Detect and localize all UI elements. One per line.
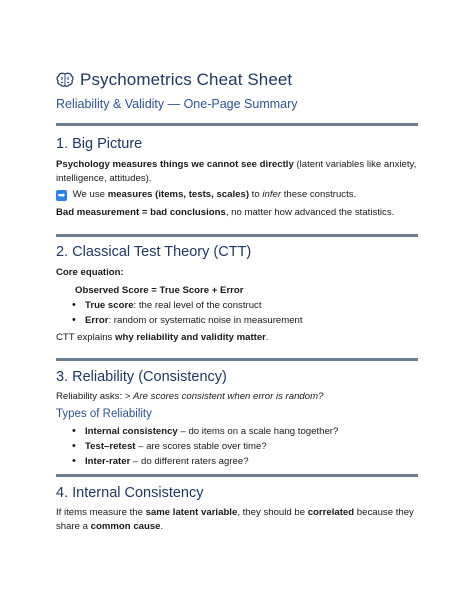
list-item — [72, 298, 412, 313]
bold-text: common cause — [90, 521, 161, 532]
text: CTT explains — [56, 332, 116, 343]
ctt-explanation — [56, 331, 418, 345]
section-heading-internal-consistency: 4. Internal Consistency — [56, 485, 204, 501]
text: . — [160, 521, 164, 532]
section-heading-big-picture: 1. Big Picture — [56, 136, 143, 152]
bold-text: True score — [85, 300, 134, 311]
text: to — [249, 189, 263, 200]
text: these constructs. — [281, 189, 357, 200]
bold-text: Inter-rater — [85, 456, 131, 467]
title-row — [56, 70, 292, 90]
list-item — [72, 313, 412, 328]
section-heading-ctt: 2. Classical Test Theory (CTT) — [56, 244, 252, 260]
text: If items measure the — [56, 507, 146, 518]
bold-text: Error — [85, 315, 109, 326]
bold-text: Psychology measures things we cannot see directly — [56, 159, 294, 170]
text: – are scores stable over time? — [135, 441, 267, 452]
bold-text: Bad measurement = bad conclusions — [56, 207, 226, 218]
text: , no matter how advanced the statistics. — [225, 207, 395, 218]
core-equation: Observed Score = True Score + Error — [75, 285, 244, 296]
bold-text: same latent variable — [145, 507, 238, 518]
text: We use — [70, 189, 108, 200]
core-equation-label: Core equation: — [56, 267, 124, 278]
big-picture-paragraph-2 — [56, 188, 418, 202]
bold-text: Test–retest — [85, 441, 136, 452]
bold-text: correlated — [307, 507, 355, 518]
text: – do different raters agree? — [130, 456, 249, 467]
italic-text: Are scores consistent when error is random? — [133, 391, 324, 402]
list-item — [72, 424, 412, 439]
text: : the real level of the construct — [133, 300, 262, 311]
section-divider — [56, 474, 418, 477]
text: because they share a — [56, 507, 414, 532]
text: Reliability asks: > — [56, 391, 134, 402]
section-divider — [56, 234, 418, 237]
section-divider — [56, 358, 418, 361]
reliability-question — [56, 390, 418, 404]
text: , they should be — [237, 507, 308, 518]
text: (latent variables like anxiety, intelligence, attitudes). — [56, 159, 417, 184]
list-item — [72, 439, 412, 454]
bold-text: measures (items, tests, scales) — [107, 189, 250, 200]
bold-text: Internal consistency — [85, 426, 178, 437]
internal-consistency-paragraph — [56, 506, 418, 534]
text: – do items on a scale hang together? — [177, 426, 339, 437]
section-divider — [56, 123, 418, 126]
section-heading-reliability: 3. Reliability (Consistency) — [56, 369, 227, 385]
types-of-reliability-heading: Types of Reliability — [56, 408, 152, 420]
big-picture-paragraph-3 — [56, 206, 418, 220]
reliability-types-list — [72, 424, 412, 469]
bold-text: why reliability and validity matter — [115, 332, 266, 343]
brain-icon — [56, 72, 74, 88]
text: : random or systematic noise in measurement — [108, 315, 303, 326]
list-item — [72, 454, 412, 469]
document-subtitle: Reliability & Validity — One-Page Summary — [56, 97, 298, 111]
right-arrow-icon: ➡ — [57, 190, 66, 200]
text: . — [265, 332, 269, 343]
italic-text: infer — [262, 189, 282, 200]
document-title: Psychometrics Cheat Sheet — [80, 70, 293, 89]
big-picture-paragraph-1 — [56, 158, 418, 186]
ctt-bullet-list — [72, 298, 412, 328]
